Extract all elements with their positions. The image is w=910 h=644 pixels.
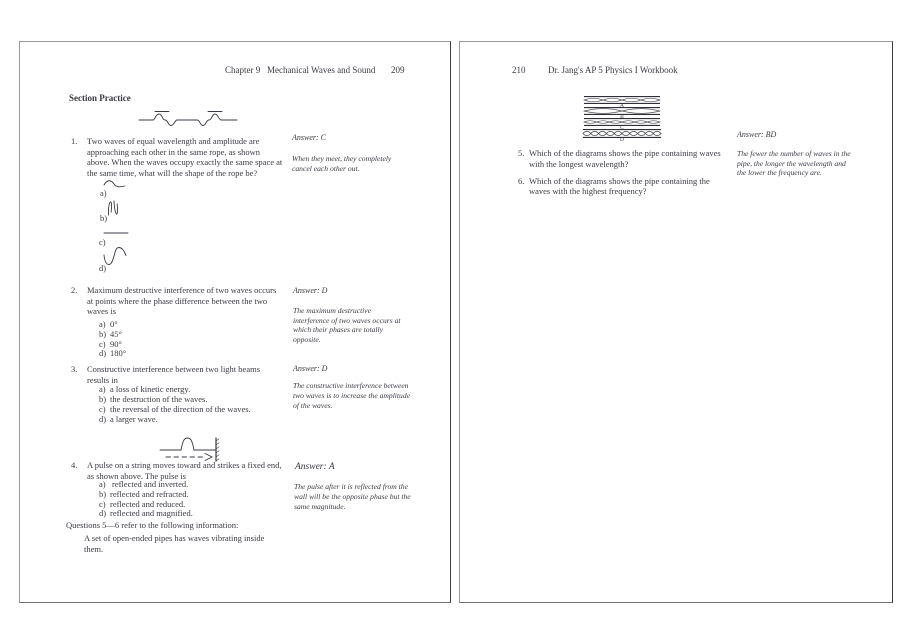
option-label: c) <box>99 237 106 247</box>
question-number: 4. <box>71 460 78 470</box>
question-line: Two waves of equal wavelength and amplitude are <box>87 136 260 146</box>
option-text: the destruction of the waves. <box>110 394 208 404</box>
answer-label: Answer: D <box>293 286 328 295</box>
question-number: 3. <box>71 364 78 374</box>
explanation-line: The pulse after it is reflected from the <box>294 482 408 491</box>
explanation-line: of the waves. <box>293 401 333 410</box>
question-line: as shown above. The pulse is <box>87 471 186 481</box>
option-label: d) <box>99 508 107 518</box>
question-line: results in <box>87 375 118 385</box>
option-text: a larger wave. <box>110 414 158 424</box>
questions-5-6-intro-line: them. <box>84 544 104 554</box>
explanation-line: same magnitude. <box>294 502 346 511</box>
option-label: c) <box>99 499 106 509</box>
question-line: A pulse on a string moves toward and strikes a fixed end, <box>87 460 282 470</box>
explanation-line: wall will be the opposite phase but the <box>294 492 411 501</box>
explanation-line: The maximum destructive <box>293 306 372 315</box>
option-text: reflected and magnified. <box>110 508 193 518</box>
question-line: the same time, what will the shape of the rope be? <box>87 168 258 178</box>
option-a-small-wave-diagram <box>103 178 127 190</box>
answer-label: Answer: BD <box>737 130 777 139</box>
option-text: reflected and refracted. <box>110 489 189 499</box>
option-label: d) <box>99 348 107 358</box>
explanation-line: cancel each other out. <box>292 164 360 173</box>
explanation-line: The constructive interference between <box>293 381 409 390</box>
left-page-header-title: Chapter 9 Mechanical Waves and Sound <box>225 65 376 75</box>
option-label: c) <box>99 404 106 414</box>
right-page <box>459 41 893 603</box>
option-text: the reversal of the direction of the waves. <box>110 404 251 414</box>
option-label: a) <box>99 479 106 489</box>
right-page-number: 210 <box>512 65 526 75</box>
option-label: b) <box>99 394 107 404</box>
option-label: a) <box>100 188 107 198</box>
two-pulses-rope-diagram <box>139 109 237 127</box>
option-c-flat-line-diagram <box>103 230 129 236</box>
option-label: a) <box>99 384 106 394</box>
explanation-line: interference of two waves occurs at <box>293 316 401 325</box>
section-title: Section Practice <box>69 93 131 103</box>
explanation-line: the lower the frequency are. <box>737 168 822 177</box>
question-line: Which of the diagrams shows the pipe containing waves <box>529 148 721 158</box>
question-line: Constructive interference between two light beams <box>87 364 261 374</box>
question-line: above. When the waves occupy exactly the same space at <box>87 157 283 167</box>
option-text: reflected and inverted. <box>112 479 189 489</box>
question-line: waves with the highest frequency? <box>529 186 647 196</box>
questions-5-6-intro-line: Questions 5—6 refer to the following information: <box>66 520 239 530</box>
option-label: b) <box>99 329 107 339</box>
option-text: a loss of kinetic energy. <box>110 384 191 394</box>
right-page-header-title: Dr. Jang's AP 5 Physics I Workbook <box>548 65 678 75</box>
option-text: 0° <box>110 319 118 329</box>
answer-label: Answer: D <box>293 364 328 373</box>
question-line: Maximum destructive interference of two waves occurs <box>87 285 277 295</box>
question-number: 1. <box>71 136 78 146</box>
question-number: 5. <box>518 148 525 158</box>
left-page-number: 209 <box>391 65 405 75</box>
explanation-line: The fewer the number of waves in the <box>737 149 851 158</box>
explanation-line: pipe, the longer the wavelength and <box>737 159 846 168</box>
questions-5-6-intro-line: A set of open-ended pipes has waves vibrating inside <box>84 533 265 543</box>
option-label: c) <box>99 339 106 349</box>
option-label: a) <box>99 319 106 329</box>
question-line: Which of the diagrams shows the pipe containing the <box>529 176 710 186</box>
option-label: d) <box>99 414 107 424</box>
option-label: b) <box>99 489 107 499</box>
option-text: 180° <box>110 348 127 358</box>
question-line: at points where the phase difference between the two <box>87 296 268 306</box>
option-label: d) <box>99 263 107 273</box>
option-text: 45° <box>110 329 122 339</box>
explanation-line: opposite. <box>293 335 321 344</box>
option-label: b) <box>100 213 108 223</box>
question-line: with the longest wavelength? <box>529 159 629 169</box>
question-number: 2. <box>71 285 78 295</box>
question-line: waves is <box>87 306 117 316</box>
pipe-label: A <box>620 103 624 109</box>
pipe-label: B <box>620 114 624 120</box>
explanation-line: which their phases are totally <box>293 325 383 334</box>
option-text: reflected and reduced. <box>110 499 186 509</box>
option-b-narrow-spikes-diagram <box>105 198 119 218</box>
left-page <box>19 41 451 603</box>
pipe-label: D <box>620 137 624 143</box>
option-d-full-sine-diagram <box>103 246 127 266</box>
explanation-line: two waves is to increase the amplitude <box>293 391 410 400</box>
explanation-line: When they meet, they completely <box>292 154 392 163</box>
question-line: approaching each other in the same rope, as shown <box>87 147 261 157</box>
option-text: 90° <box>110 339 122 349</box>
answer-label: Answer: C <box>292 133 326 142</box>
answer-label: Answer: A <box>295 462 335 472</box>
question-number: 6. <box>518 176 525 186</box>
pipe-label: C <box>620 125 624 131</box>
